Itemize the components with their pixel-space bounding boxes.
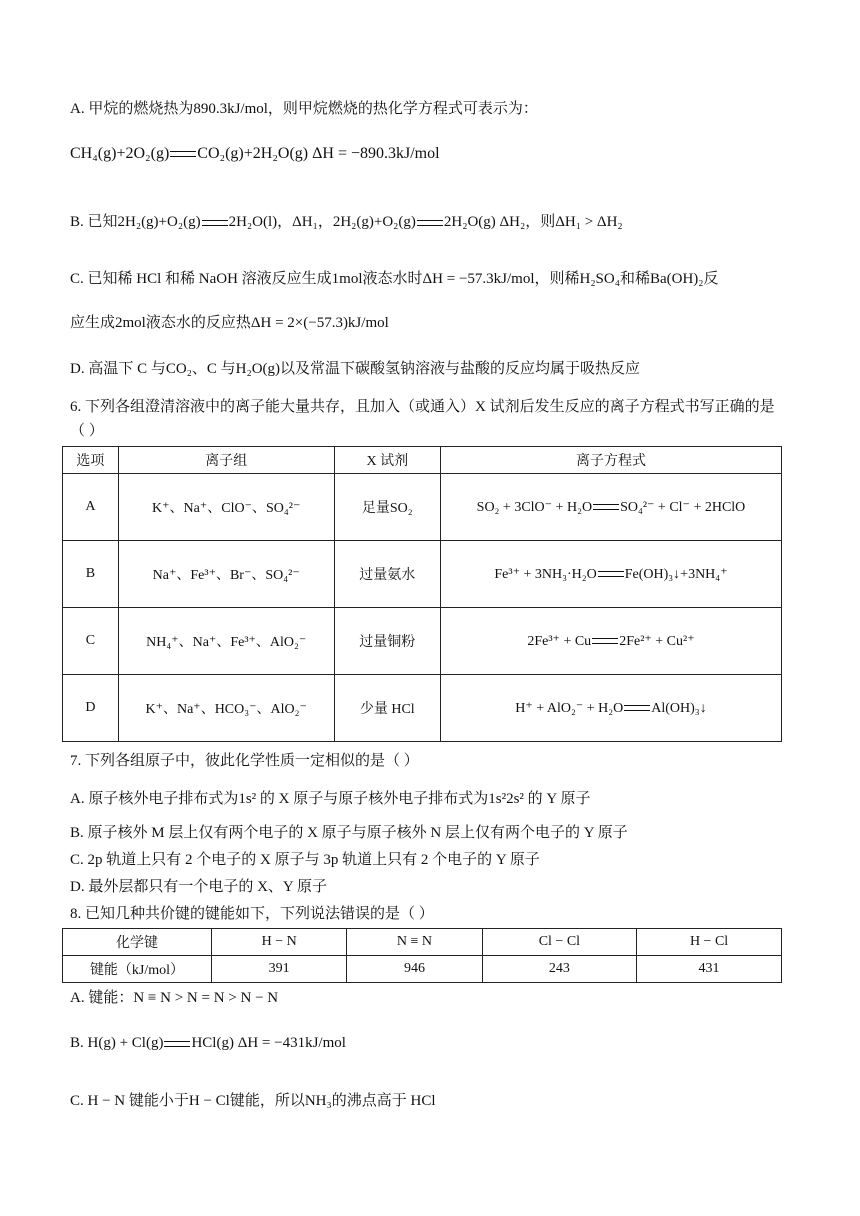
value-cell: 946: [347, 956, 482, 983]
q7-option-a: A. 原子核外电子排布式为1s² 的 X 原子与原子核外电子排布式为1s²2s² 的 Y 原子: [70, 791, 591, 807]
header-cell: 选项: [63, 447, 119, 474]
q7-option-c: C. 2p 轨道上只有 2 个电子的 X 原子与 3p 轨道上只有 2 个电子的 Y 原子: [70, 852, 540, 868]
header-cell: N ≡ N: [347, 929, 482, 956]
equation-cell: [440, 541, 781, 608]
q8-option-c: C. H − N 键能小于H − Cl键能，所以NH₃的沸点高于 HCl: [70, 1093, 436, 1109]
header-cell: 化学键: [63, 929, 212, 956]
equals-sign-icon: [417, 220, 443, 226]
equals-sign-icon: [202, 220, 228, 226]
equation-right: 2Fe²⁺ + Cu²⁺: [619, 633, 695, 649]
option-cell: D: [63, 675, 119, 742]
table-header-row: [63, 929, 782, 956]
reagent-cell: 过量铜粉: [334, 608, 440, 675]
q5-option-c-line1: C. 已知稀 HCl 和稀 NaOH 溶液反应生成1mol液态水时ΔH = −57.3kJ/mol，则稀H₂SO₄和稀Ba(OH)₂反: [70, 271, 719, 287]
q6-table: [62, 446, 782, 742]
q5-option-d: D. 高温下 C 与CO₂、C 与H₂O(g)以及常温下碳酸氢钠溶液与盐酸的反应均属于吸热反应: [70, 361, 641, 377]
q5-option-b: [70, 211, 790, 233]
q6-stem-paren: （ ）: [70, 423, 104, 439]
equation-right: Fe(OH)₃↓+3NH₄⁺: [624, 566, 728, 582]
option-b-part2: 2H₂O(l)，ΔH₁，2H₂(g)+O₂(g): [228, 214, 416, 230]
header-cell: 离子方程式: [440, 447, 781, 474]
header-cell: Cl − Cl: [482, 929, 636, 956]
equation-right: CO₂(g)+2H₂O(g) ΔH = −890.3kJ/mol: [197, 145, 440, 162]
value-cell: 431: [637, 956, 782, 983]
option-b-part1: B. 已知2H₂(g)+O₂(g): [70, 214, 201, 230]
value-cell: 391: [212, 956, 347, 983]
header-cell: H − N: [212, 929, 347, 956]
equation-right: SO₄²⁻ + Cl⁻ + 2HClO: [620, 499, 746, 515]
value-cell: 243: [482, 956, 636, 983]
header-cell: H − Cl: [637, 929, 782, 956]
equals-sign-icon: [170, 151, 196, 157]
ions-cell: NH₄⁺、Na⁺、Fe³⁺、AlO₂⁻: [118, 608, 334, 675]
ions-cell: K⁺、Na⁺、ClO⁻、SO₄²⁻: [118, 474, 334, 541]
header-cell: 离子组: [118, 447, 334, 474]
q5-option-a-equation: [70, 143, 790, 165]
q8-table: [62, 928, 782, 983]
equation-cell: [440, 608, 781, 675]
table-row: [63, 474, 782, 541]
equation-cell: [440, 474, 781, 541]
ions-cell: Na⁺、Fe³⁺、Br⁻、SO₄²⁻: [118, 541, 334, 608]
option-cell: A: [63, 474, 119, 541]
q5-option-a-text: A. 甲烷的燃烧热为890.3kJ/mol，则甲烷燃烧的热化学方程式可表示为：: [70, 101, 538, 117]
table-row: [63, 541, 782, 608]
table-row: [63, 956, 782, 983]
equals-sign-icon: [592, 638, 618, 644]
header-cell: X 试剂: [334, 447, 440, 474]
equation-left: CH₄(g)+2O₂(g): [70, 145, 170, 162]
row-label: 键能（kJ/mol）: [63, 956, 212, 983]
equals-sign-icon: [598, 571, 624, 577]
reagent-cell: 足量SO₂: [334, 474, 440, 541]
equals-sign-icon: [164, 1041, 190, 1047]
option-cell: B: [63, 541, 119, 608]
option-b-part3: 2H₂O(g) ΔH₂，则ΔH₁ > ΔH₂: [443, 214, 623, 230]
q7-stem: 7. 下列各组原子中，彼此化学性质一定相似的是（ ）: [70, 753, 419, 769]
equation-cell: [440, 675, 781, 742]
ions-cell: K⁺、Na⁺、HCO₃⁻、AlO₂⁻: [118, 675, 334, 742]
table-row: [63, 675, 782, 742]
q7-option-b: B. 原子核外 M 层上仅有两个电子的 X 原子与原子核外 N 层上仅有两个电子的 Y 原子: [70, 825, 628, 841]
q5-option-c-line2: 应生成2mol液态水的反应热ΔH = 2×(−57.3)kJ/mol: [70, 315, 389, 331]
equation-left: SO₂ + 3ClO⁻ + H₂O: [476, 499, 593, 515]
equals-sign-icon: [593, 504, 619, 510]
table-header-row: [63, 447, 782, 474]
equation-left: H⁺ + AlO₂⁻ + H₂O: [515, 700, 624, 716]
q8-option-a: A. 键能：N ≡ N > N = N > N − N: [70, 990, 279, 1006]
q6-stem: 6. 下列各组澄清溶液中的离子能大量共存，且加入（或通入）X 试剂后发生反应的离子方程式书写正确的是: [70, 399, 775, 415]
equation-left: Fe³⁺ + 3NH₃·H₂O: [494, 566, 597, 582]
equals-sign-icon: [624, 705, 650, 711]
q7-option-d: D. 最外层都只有一个电子的 X、Y 原子: [70, 879, 327, 895]
q8-option-b: [70, 1032, 790, 1054]
q8-stem: 8. 已知几种共价键的键能如下，下列说法错误的是（ ）: [70, 906, 434, 922]
equation-right: Al(OH)₃↓: [651, 700, 707, 716]
equation-left: B. H(g) + Cl(g): [70, 1035, 164, 1051]
equation-left: 2Fe³⁺ + Cu: [527, 633, 592, 649]
table-row: [63, 608, 782, 675]
equation-right: HCl(g) ΔH = −431kJ/mol: [191, 1035, 346, 1051]
reagent-cell: 过量氨水: [334, 541, 440, 608]
reagent-cell: 少量 HCl: [334, 675, 440, 742]
option-cell: C: [63, 608, 119, 675]
